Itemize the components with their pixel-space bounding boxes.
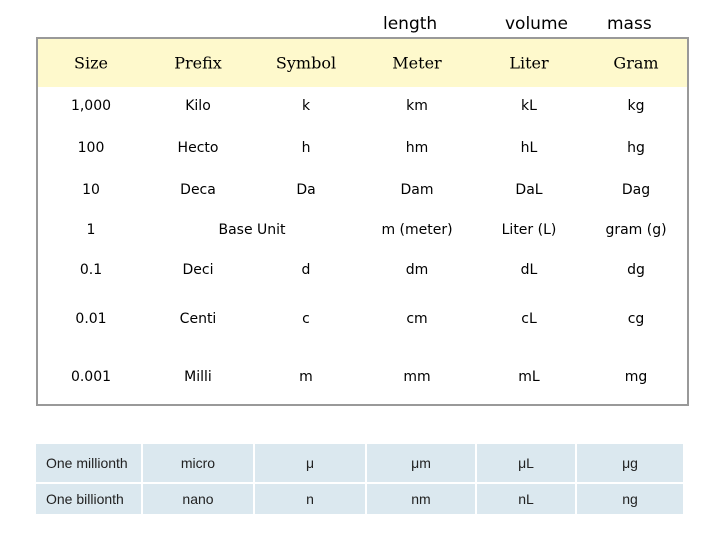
symbol-cell: k	[301, 98, 311, 114]
size-cell: 100	[77, 140, 105, 156]
prefix-cell: Hecto	[177, 140, 219, 156]
row-nano	[36, 484, 683, 514]
size-cell: 10	[82, 182, 100, 198]
gram-cell: Dag	[621, 182, 651, 198]
meter-cell: hm	[405, 140, 429, 156]
header-gram: Gram	[613, 53, 659, 73]
meter-cell: mm	[403, 369, 431, 385]
symbol-cell: Da	[296, 182, 316, 198]
header-meter: Meter	[392, 53, 442, 73]
meter-cell: km	[406, 98, 428, 114]
prefix-cell: Milli	[184, 369, 212, 385]
meter-cell: nm	[367, 484, 475, 514]
liter-cell: nL	[477, 484, 575, 514]
size-cell: One millionth	[36, 444, 141, 482]
size-cell: 1	[86, 222, 96, 238]
gram-cell: gram (g)	[605, 222, 667, 238]
header-prefix: Prefix	[174, 53, 222, 73]
size-cell: 1,000	[70, 98, 112, 114]
gram-cell: μg	[577, 444, 683, 482]
row-micro	[36, 444, 683, 482]
symbol-cell: m	[299, 369, 313, 385]
liter-cell: cL	[521, 311, 537, 327]
header-size: Size	[74, 53, 108, 73]
prefix-cell: nano	[143, 484, 253, 514]
header-row	[38, 39, 687, 87]
symbol-cell: n	[255, 484, 365, 514]
liter-cell: Liter (L)	[501, 222, 557, 238]
size-cell: 0.1	[79, 262, 103, 278]
prefix-cell: micro	[143, 444, 253, 482]
gram-cell: cg	[627, 311, 645, 327]
liter-cell: mL	[518, 369, 540, 385]
header-liter: Liter	[509, 53, 549, 73]
symbol-cell: μ	[255, 444, 365, 482]
gram-cell: mg	[624, 369, 648, 385]
prefix-cell: Deca	[180, 182, 216, 198]
meter-cell: cm	[406, 311, 428, 327]
gram-cell: ng	[577, 484, 683, 514]
symbol-cell: d	[301, 262, 311, 278]
prefix-cell: Kilo	[185, 98, 211, 114]
symbol-cell: h	[301, 140, 311, 156]
base-unit-label: Base Unit	[218, 222, 286, 238]
liter-cell: hL	[520, 140, 538, 156]
header-symbol: Symbol	[275, 53, 337, 73]
liter-cell: μL	[477, 444, 575, 482]
prefix-cell: Centi	[179, 311, 217, 327]
size-cell: 0.001	[70, 369, 112, 385]
liter-cell: dL	[520, 262, 538, 278]
symbol-cell: c	[302, 311, 310, 327]
mass-group-label: mass	[607, 14, 652, 34]
length-group-label: length	[383, 14, 438, 34]
meter-cell: m (meter)	[381, 222, 453, 238]
gram-cell: hg	[627, 140, 645, 156]
meter-cell: μm	[367, 444, 475, 482]
size-cell: One billionth	[36, 484, 141, 514]
liter-cell: kL	[521, 98, 537, 114]
gram-cell: kg	[627, 98, 645, 114]
gram-cell: dg	[627, 262, 645, 278]
metric-prefix-table	[36, 37, 689, 406]
liter-cell: DaL	[515, 182, 543, 198]
prefix-cell: Deci	[182, 262, 214, 278]
meter-cell: dm	[405, 262, 429, 278]
volume-group-label: volume	[505, 14, 568, 34]
size-cell: 0.01	[75, 311, 107, 327]
meter-cell: Dam	[400, 182, 434, 198]
